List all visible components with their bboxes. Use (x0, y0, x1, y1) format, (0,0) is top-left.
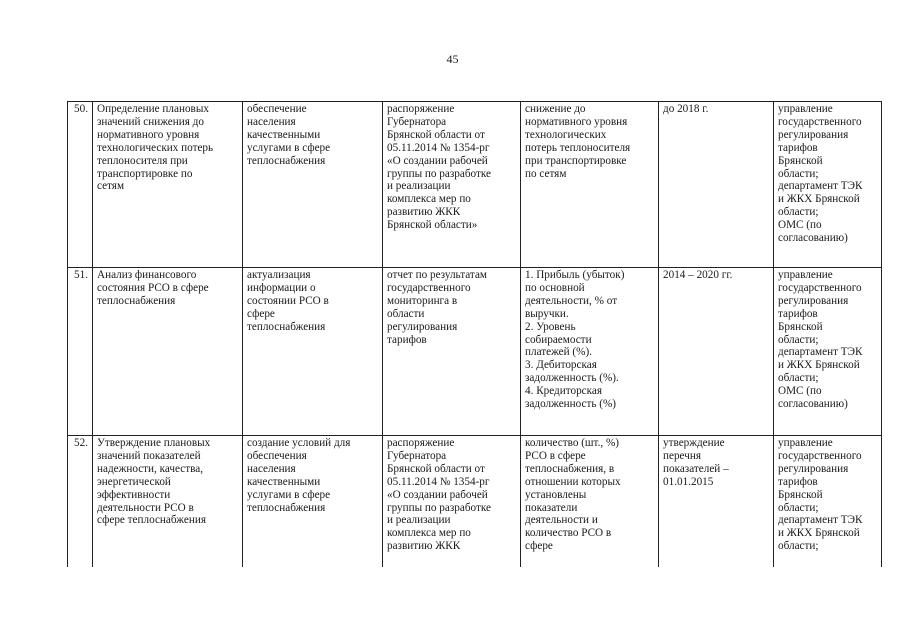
measure-name-text: Утверждение плановых значений показателей надежности, качества, энергетической эффективности деятельности РСО в сфере теплоснабжения (97, 437, 211, 527)
measure-deadline-text: утверждение перечня показателей – 01.01.2015 (663, 437, 729, 488)
table-row (68, 102, 882, 268)
measure-deadline-text: 2014 – 2020 гг. (663, 269, 733, 281)
measure-responsible (774, 436, 882, 568)
row-number: 51. (68, 268, 93, 436)
measure-name (93, 268, 243, 436)
measure-deadline-text: до 2018 г. (663, 103, 709, 115)
measure-name (93, 436, 243, 568)
measure-indicator (521, 268, 659, 436)
measure-document-text: распоряжение Губернатора Брянской области от 05.11.2014 № 1354-рг «О создании рабочей группы по разработке и реализации комплекса мер по развитию ЖКК (387, 437, 491, 553)
measure-indicator-text: 1. Прибыль (убыток) по основной деятельности, % от выручки. 2. Уровень собираемости платежей (%). 3. Дебиторская задолженность (%). 4. Кредиторская задолженность (%) (525, 269, 625, 411)
measure-responsible-text: управление государственного регулирования тарифов Брянской области; департамент ТЭК и ЖКХ Брянской области; ОМС (по согласованию) (778, 269, 863, 411)
measure-responsible-text: управление государственного регулирования тарифов Брянской области; департамент ТЭК и ЖКХ Брянской области; (778, 437, 863, 553)
measure-document-text: распоряжение Губернатора Брянской области от 05.11.2014 № 1354-рг «О создании рабочей группы по разработке и реализации комплекса мер по развитию ЖКК Брянской области» (387, 103, 491, 232)
measure-indicator (521, 436, 659, 568)
measure-name-text: Анализ финансового состояния РСО в сфере теплоснабжения (97, 269, 209, 307)
page-number: 45 (446, 52, 459, 66)
measure-responsible (774, 268, 882, 436)
measure-goal (243, 102, 383, 268)
measure-document-text: отчет по результатам государственного мониторинга в области регулирования тарифов (387, 269, 488, 346)
measure-deadline (659, 436, 774, 568)
measure-indicator-text: количество (шт., %) РСО в сфере теплоснабжения, в отношении которых установлены показатели деятельности и количество РСО в сфере (525, 437, 621, 553)
measure-responsible (774, 102, 882, 268)
measure-responsible-text: управление государственного регулирования тарифов Брянской области; департамент ТЭК и ЖКХ Брянской области; ОМС (по согласованию) (778, 103, 863, 245)
measure-document (383, 102, 521, 268)
row-number: 52. (68, 436, 93, 568)
measure-goal-text: обеспечение населения качественными услугами в сфере теплоснабжения (247, 103, 331, 167)
measure-goal-text: актуализация информации о состоянии РСО в сфере теплоснабжения (247, 269, 329, 333)
row-number: 50. (68, 102, 93, 268)
measure-deadline (659, 102, 774, 268)
table-row (68, 436, 882, 568)
measure-document (383, 268, 521, 436)
measure-goal (243, 436, 383, 568)
measure-indicator (521, 102, 659, 268)
measure-indicator-text: снижение до нормативного уровня технологических потерь теплоносителя при транспортировке по сетям (525, 103, 631, 180)
table-row (68, 268, 882, 436)
measure-deadline (659, 268, 774, 436)
measure-name-text: Определение плановых значений снижения до нормативного уровня технологических потерь теплоносителя при транспортировке по сетям (97, 103, 214, 193)
measure-name (93, 102, 243, 268)
measure-goal-text: создание условий для обеспечения населения качественными услугами в сфере теплоснабжения (247, 437, 351, 514)
measures-table (67, 101, 882, 567)
measure-document (383, 436, 521, 568)
measure-goal (243, 268, 383, 436)
